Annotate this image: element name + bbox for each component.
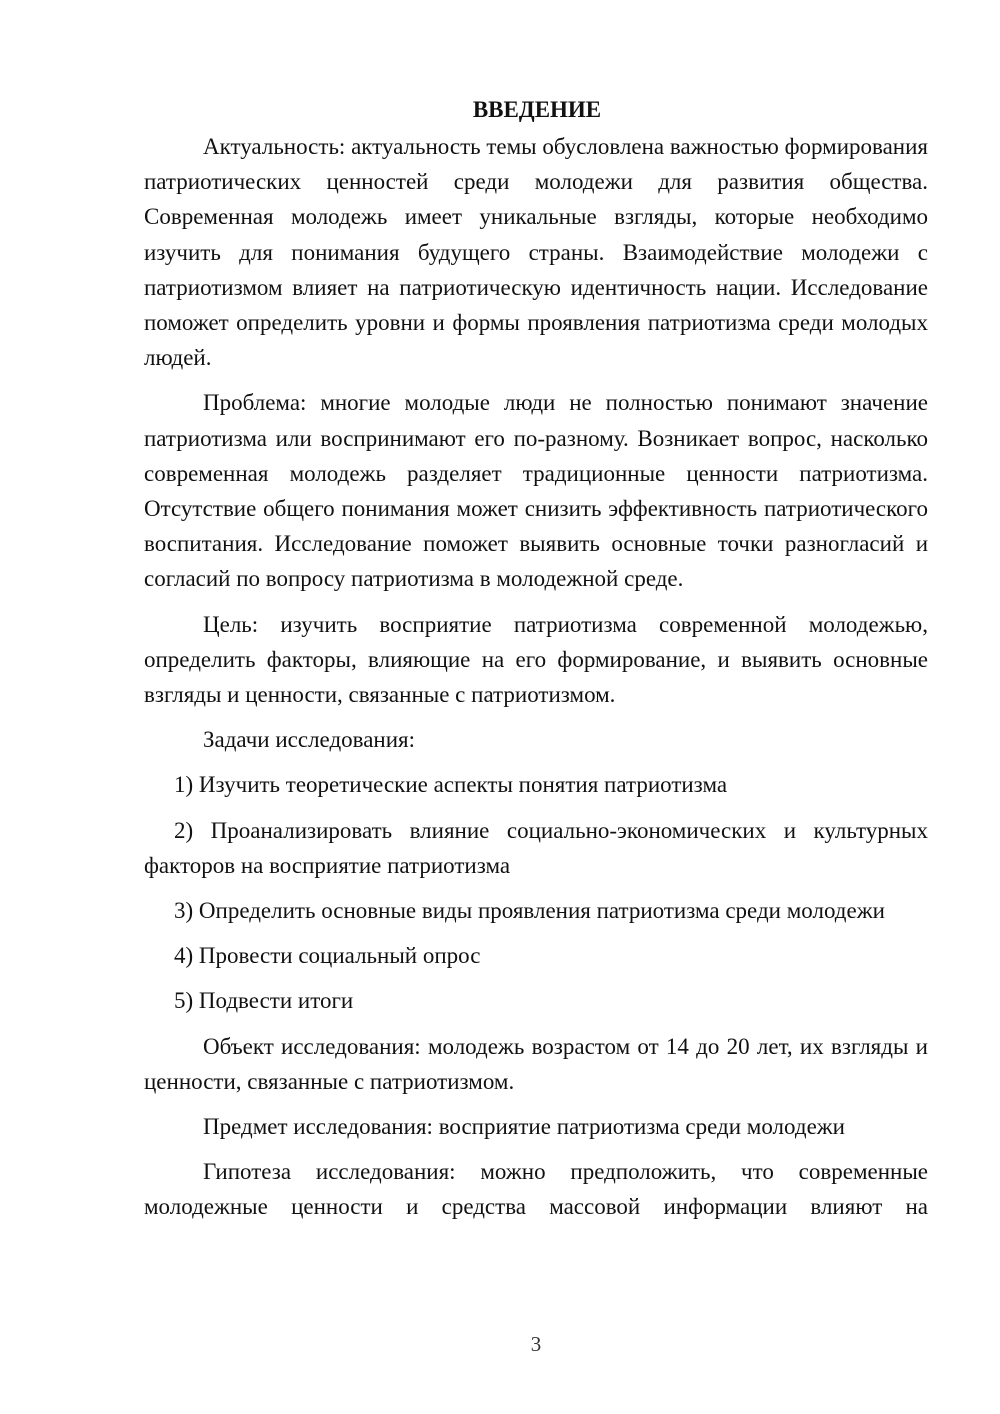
task-item-3: 3) Определить основные виды проявления патриотизма среди молодежи — [174, 898, 885, 924]
tasks-title: Задачи исследования: — [203, 727, 416, 753]
paragraph-relevance: Актуальность: актуальность темы обусловлена важностью формирования патриотических ценностей среди молодежи для развития общества. Современная молодежь имеет уникальные взгляды, которые необходимо изучить для понимания будущего страны. Взаимодействие молодежи с патриотизмом влияет на патриотическую идентичность нации. Исследование поможет определить уровни и формы проявления патриотизма среди молодых людей. — [144, 134, 928, 371]
task-item-5: 5) Подвести итоги — [174, 988, 354, 1014]
task-item-1: 1) Изучить теоретические аспекты понятия патриотизма — [174, 772, 728, 798]
page-number: 3 — [530, 1332, 542, 1356]
paragraph-hypothesis: Гипотеза исследования: можно предположить, что современные молодежные ценности и средства массовой информации влияют на — [144, 1159, 928, 1220]
page-content — [144, 92, 928, 1235]
task-item-2: 2) Проанализировать влияние социально-экономических и культурных факторов на восприятие патриотизма — [144, 817, 928, 878]
section-heading: ВВЕДЕНИЕ — [472, 97, 602, 122]
paragraph-problem: Проблема: многие молодые люди не полностью понимают значение патриотизма или воспринимают его по-разному. Возникает вопрос, насколько современная молодежь разделяет традиционные ценности патриотизма. Отсутствие общего понимания может снизить эффективность патриотического воспитания. Исследование поможет выявить основные точки разногласий и согласий по вопросу патриотизма в молодежной среде. — [144, 390, 928, 592]
paragraph-object: Объект исследования: молодежь возрастом от 14 до 20 лет, их взгляды и ценности, связанные с патриотизмом. — [144, 1033, 928, 1094]
paragraph-subject: Предмет исследования: восприятие патриотизма среди молодежи — [203, 1114, 845, 1140]
paragraph-goal: Цель: изучить восприятие патриотизма современной молодежью, определить факторы, влияющие на его формирование, и выявить основные взгляды и ценности, связанные с патриотизмом. — [144, 611, 928, 708]
task-item-4: 4) Провести социальный опрос — [174, 943, 481, 969]
